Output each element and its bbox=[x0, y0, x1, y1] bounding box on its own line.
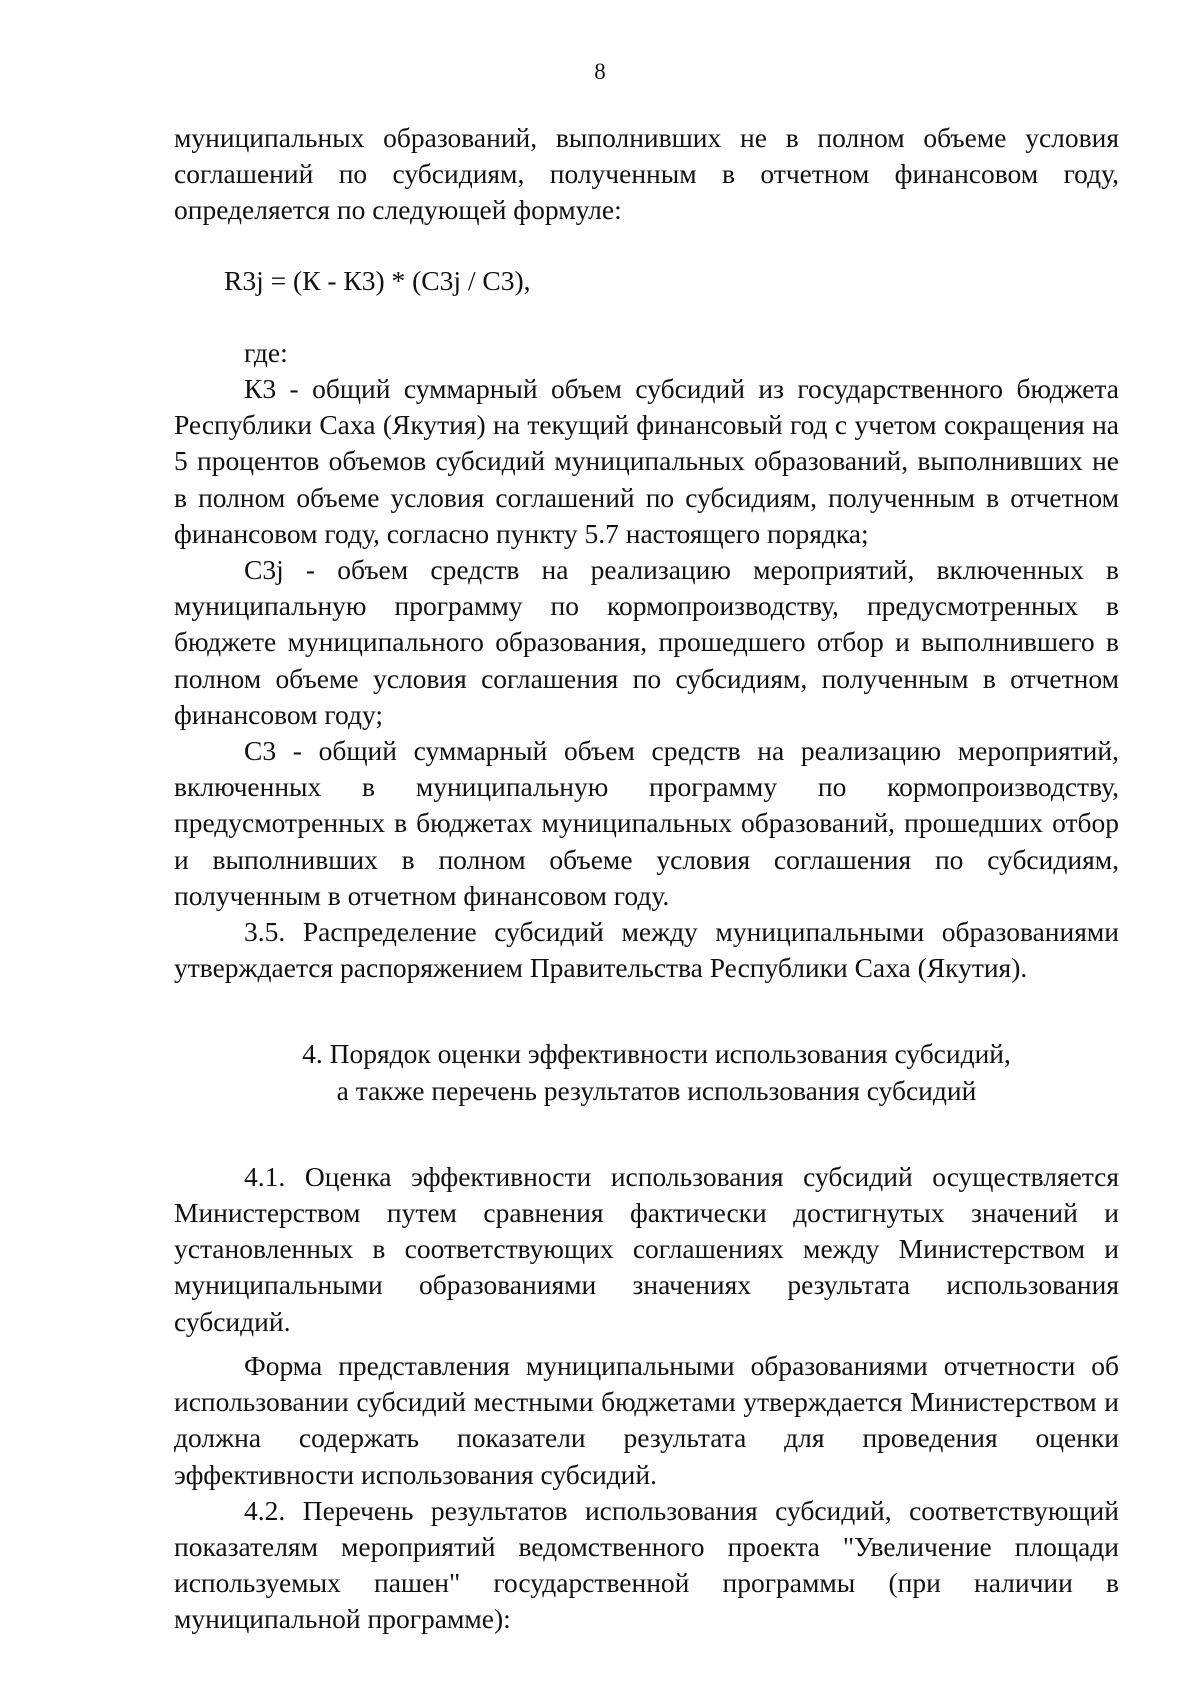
document-body bbox=[174, 120, 1119, 1638]
paragraph-4-2: 4.2. Перечень результатов использования субсидий, соответствующий показателям мероприятий ведомственного проекта "Увеличение площади используемых пашен" государственной программы (при наличии в муниципальной программе): bbox=[174, 1494, 1119, 1635]
section-heading bbox=[174, 1036, 1119, 1108]
paragraph-3-5: 3.5. Распределение субсидий между муниципальными образованиями утверждается распоряжением Правительства Республики Саха (Якутия). bbox=[174, 916, 1119, 984]
page-number: 8 bbox=[594, 59, 606, 84]
paragraph-where: где: bbox=[244, 336, 288, 368]
section-heading-line-1: 4. Порядок оценки эффективности использования субсидий, bbox=[302, 1038, 1011, 1070]
formula: R3j = (К - К3) * (С3j / С3), bbox=[224, 264, 531, 296]
paragraph-c3j-definition: С3j - объем средств на реализацию мероприятий, включенных в муниципальную программу по кормопроизводству, предусмотренных в бюджете муниципального образования, прошедшего отбор и выполнившего в полном объеме условия соглашения по субсидиям, полученным в отчетном финансовом году; bbox=[174, 554, 1119, 730]
paragraph-4-1: 4.1. Оценка эффективности использования субсидий осуществляется Министерством путем сравнения фактически достигнутых значений и установленных в соответствующих соглашениях между Министерством и муниципальными образованиями значениях результата использования субсидий. bbox=[174, 1160, 1119, 1337]
paragraph-report-form: Форма представления муниципальными образованиями отчетности об использовании субсидий местными бюджетами утверждается Министерством и должна содержать показатели результата для проведения оценки эффективности использования субсидий. bbox=[174, 1349, 1119, 1490]
paragraph-intro: муниципальных образований, выполнивших не в полном объеме условия соглашений по субсидиям, полученным в отчетном финансовом году, определяется по следующей формуле: bbox=[174, 122, 1119, 226]
paragraph-c3-definition: С3 - общий суммарный объем средств на реализацию мероприятий, включенных в муниципальную программу по кормопроизводству, предусмотренных в бюджетах муниципальных образований, прошедших отбор и выполнивших в полном объеме условия соглашения по субсидиям, полученным в отчетном финансовом году. bbox=[174, 735, 1119, 911]
section-heading-line-2: а также перечень результатов использования субсидий bbox=[336, 1074, 977, 1106]
paragraph-k3-definition: К3 - общий суммарный объем субсидий из государственного бюджета Республики Саха (Якутия) на текущий финансовый год с учетом сокращения на 5 процентов объемов субсидий муниципальных образований, выполнивших не в полном объеме условия соглашений по субсидиям, полученным в отчетном финансовом году, согласно пункту 5.7 настоящего порядка; bbox=[174, 373, 1119, 549]
